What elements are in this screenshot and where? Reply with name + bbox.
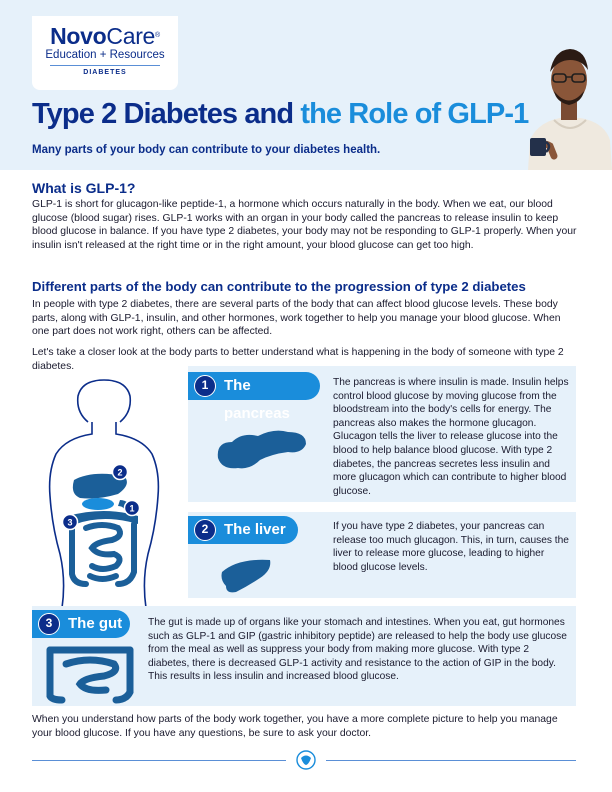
liver-box — [188, 512, 576, 598]
footer-rule-right — [326, 760, 576, 761]
logo-subline: Education + Resources — [45, 49, 165, 61]
liver-label: The liver — [224, 521, 286, 538]
page-title — [32, 98, 532, 131]
liver-icon — [218, 552, 274, 596]
svg-text:3: 3 — [67, 517, 73, 528]
title-part-1: Type 2 Diabetes and — [32, 98, 301, 130]
gut-number-badge: 3 — [38, 613, 60, 635]
liver-text: If you have type 2 diabetes, your pancreas can release too much glucagon. This, in turn, causes the liver to release more glucose, leading to higher blood glucose levels. — [333, 521, 569, 573]
pancreas-text: The pancreas is where insulin is made. Insulin helps control blood glucose by moving glucose from the bloodstream into the body's cells for energy. The pancreas also makes the hormone glucagon. Glucagon tells the liver to release glucose into the blood to help balance blood glucose. With type 2 diabetes, the pancreas secretes less insulin and more glucagon which can contribute to higher blood glucose. — [333, 377, 569, 497]
svg-text:2: 2 — [117, 467, 123, 478]
pancreas-label-pill — [188, 372, 320, 422]
logo-trademark: ® — [155, 32, 160, 39]
section-body-what-is-glp1: GLP-1 is short for glucagon-like peptide-1, a hormone which occurs naturally in the body. When we eat, our blood glucose (blood sugar) rises. GLP-1 works with an organ in your body called the pancreas to release insulin to keep blood glucose in balance. If you have type 2 diabetes, your body may not be responding to GLP-1 properly. When your insulin isn't released at the right time or in the right amount, your blood glucose can get too high. — [32, 199, 577, 251]
section-body-body-parts: In people with type 2 diabetes, there are several parts of the body that can affect blood glucose levels. These body parts, along with GLP-1, insulin, and other hormones, work together to help you manage your blood glucose. When one part does not work right, others can be affected. — [32, 299, 561, 338]
diagram-marker-3 — [63, 515, 78, 530]
closing-paragraph: When you understand how parts of the body work together, you have a more complete picture to help you manage your blood glucose. If you have any questions, be sure to ask your doctor. — [32, 714, 558, 739]
section-heading-what-is-glp1: What is GLP-1? — [32, 180, 136, 196]
diagram-marker-2 — [113, 465, 128, 480]
gut-box — [32, 606, 576, 706]
logo-wordmark — [32, 24, 178, 48]
pancreas-icon — [214, 420, 310, 476]
novocare-logo — [32, 16, 178, 90]
logo-brand-light: Care — [106, 23, 156, 49]
gut-label: The gut — [68, 615, 123, 632]
logo-brand-bold: Novo — [50, 23, 107, 49]
footer-rule-left — [32, 760, 286, 761]
svg-text:1: 1 — [129, 503, 135, 514]
gut-text: The gut is made up of organs like your stomach and intestines. When you eat, gut hormones such as GLP-1 and GIP (gastric inhibitory peptide) are released to help the body use glucose from the meal as well as suppress your body from making more glucose. With type 2 diabetes, there is decreased GLP-1 activity and resistance to the action of GIP in the body. This results in less insulin and increased blood glucose. — [148, 617, 567, 683]
pancreas-label: The pancreas — [224, 377, 290, 422]
liver-label-pill — [188, 516, 298, 544]
liver-number-badge: 2 — [194, 519, 216, 541]
person-with-mug-photo — [524, 36, 612, 170]
gut-label-pill — [32, 610, 130, 638]
logo-divider — [50, 65, 160, 66]
body-outline-icon — [32, 376, 180, 608]
diagram-marker-1 — [125, 501, 140, 516]
title-part-2: the Role of GLP-1 — [300, 98, 529, 130]
pancreas-box — [188, 366, 576, 502]
page-subtitle: Many parts of your body can contribute to your diabetes health. — [32, 144, 381, 156]
section-body-closer-look: Let's take a closer look at the body parts to better understand what is happening in the body of someone with type 2 diabetes. — [32, 347, 564, 372]
body-diagram — [32, 376, 180, 608]
pancreas-number-badge: 1 — [194, 375, 216, 397]
novo-apis-bull-icon — [296, 750, 316, 770]
section-heading-body-parts: Different parts of the body can contribute to the progression of type 2 diabetes — [32, 279, 526, 294]
logo-tag: DIABETES — [83, 69, 127, 76]
intestine-icon — [40, 640, 140, 704]
